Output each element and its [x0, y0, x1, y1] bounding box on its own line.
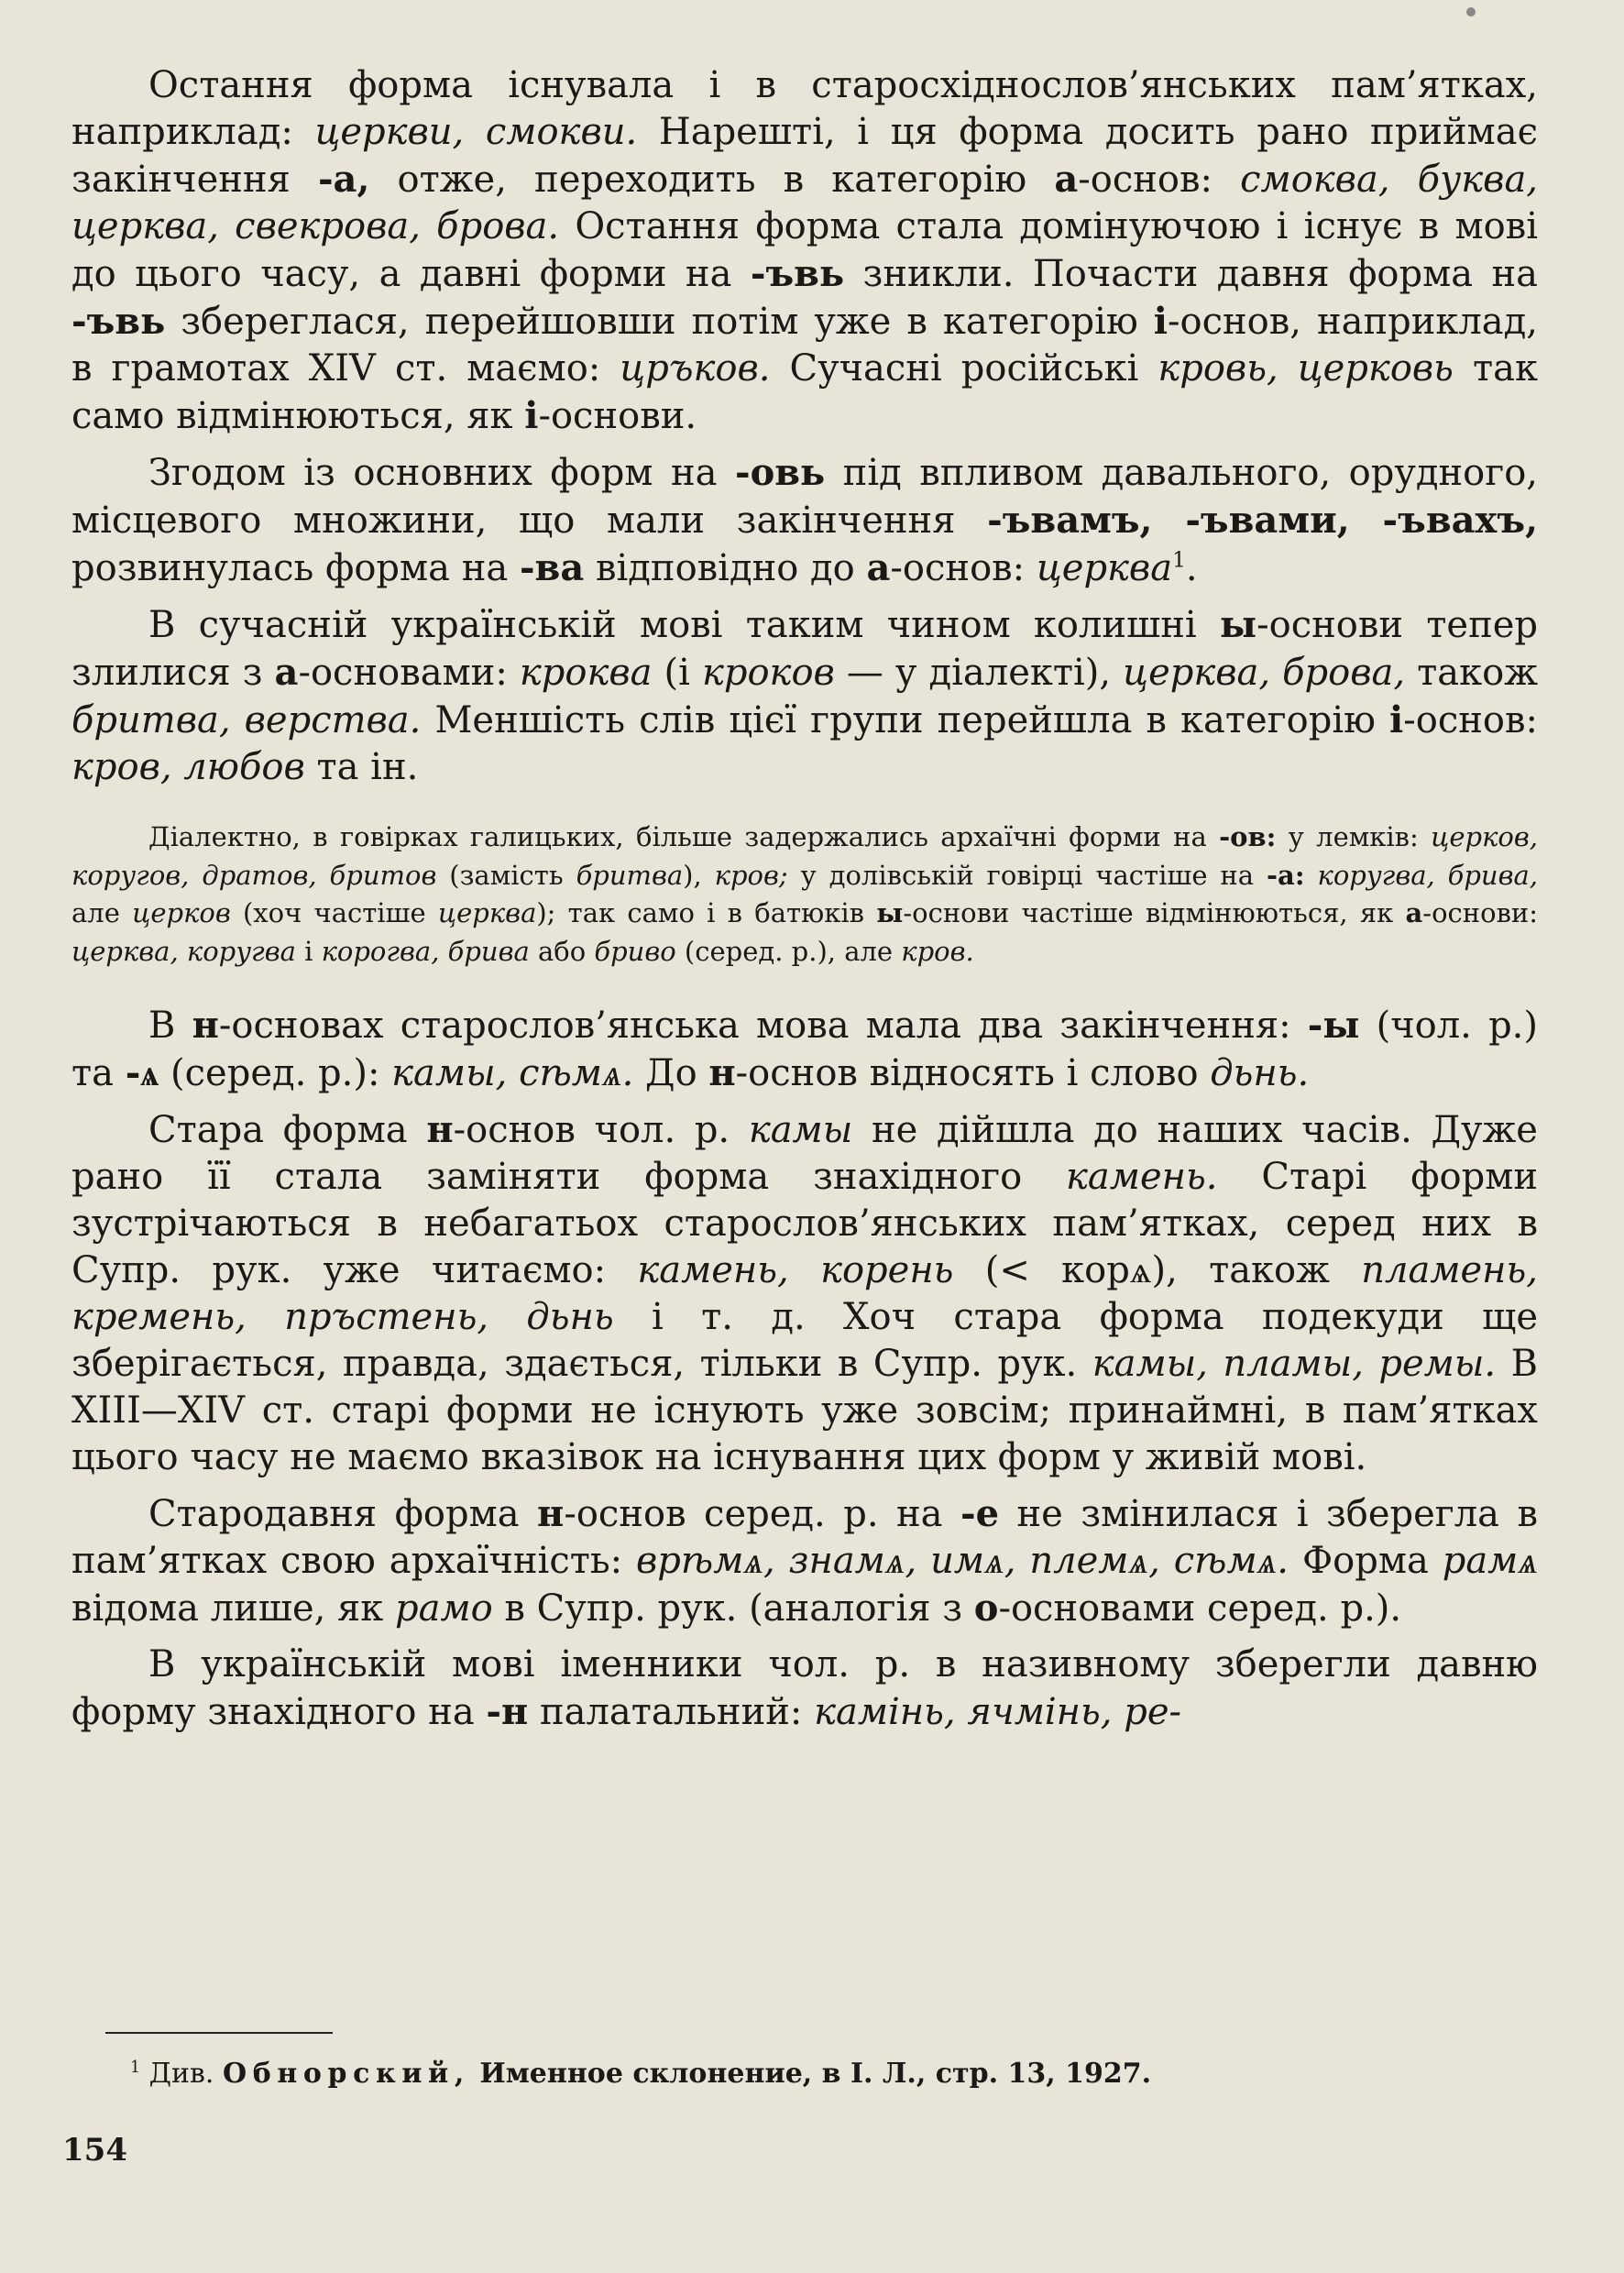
footnote-marker: 1	[130, 2059, 141, 2077]
text-run: В сучасній українській мові таким чином колишні	[148, 604, 1220, 646]
text-run: корогва, брива	[321, 935, 530, 967]
paragraph	[71, 1490, 1538, 1632]
text-run: в Супр. рук. (аналогія з	[492, 1587, 974, 1630]
dialect-note	[71, 818, 1538, 971]
text-run: смоква, буква, церква, свекрова, брова.	[71, 159, 1539, 247]
text-run: -ъвь	[71, 300, 166, 343]
text-run: -ъвь	[750, 252, 845, 295]
text-run: -основи.	[538, 395, 697, 437]
text-run: не дійшла до наших часів. Дуже рано її стала заміняти форма знахідного	[71, 1109, 1538, 1198]
text-run: отже, переходить в категорію	[369, 159, 1055, 201]
text-run: (і	[652, 652, 702, 694]
text-run: -основи частіше відмінюються, як	[903, 897, 1406, 928]
text-run: -основами:	[298, 652, 520, 694]
footnote-rest: Именное склонение, в І. Л., стр. 13, 1927.	[469, 2058, 1152, 2090]
text-run: камы, пламы, ремы.	[1092, 1343, 1497, 1385]
footnote	[130, 2055, 1151, 2093]
text-run: так само відмінюються, як	[71, 347, 1538, 437]
text-run: -основ:	[890, 547, 1037, 589]
text-run: у долівській говірці частіше на	[787, 859, 1267, 891]
text-run: Меншість слів цієї групи перейшла в категорію	[421, 699, 1390, 741]
text-run: камень.	[1066, 1156, 1218, 1198]
text-run: -основ:	[1403, 699, 1538, 741]
text-run: а	[1054, 158, 1079, 201]
text-run: н	[708, 1051, 736, 1094]
text-run: і	[1153, 300, 1168, 343]
text-run: зникли. Почасти давня форма на	[844, 253, 1538, 295]
text-run: кров.	[901, 935, 974, 967]
text-run: Форма	[1289, 1540, 1443, 1582]
note-paragraph	[71, 818, 1538, 971]
text-run: Нарешті, і ця форма досить рано приймає закінчення	[71, 111, 1538, 201]
text-run: рамѧ	[1442, 1540, 1539, 1582]
ink-speck	[1466, 7, 1476, 16]
text-run: н	[192, 1004, 219, 1047]
text-run: Стародавня форма	[148, 1493, 538, 1535]
footnote-rule	[105, 2032, 333, 2034]
text-run: о	[973, 1587, 999, 1630]
text-run: у лемків:	[1276, 821, 1432, 852]
text-run: а	[274, 651, 299, 694]
text-run: ),	[683, 859, 715, 891]
text-run: (серед. р.), але	[675, 935, 902, 967]
text-run: -основами серед. р.).	[998, 1587, 1402, 1630]
text-run: та ін.	[304, 746, 419, 788]
text-run: Діалектно, в говірках галицьких, більше задержались архаїчні форми на	[148, 821, 1220, 852]
text-run: (серед. р.):	[159, 1052, 392, 1094]
paragraph	[71, 1106, 1538, 1481]
text-run: церква	[1036, 547, 1173, 589]
body-text	[71, 62, 1538, 1745]
text-run: -а:	[1267, 859, 1305, 891]
text-run: коругва, брива,	[1317, 859, 1538, 891]
text-run: -основ серед. р. на	[564, 1493, 960, 1535]
paragraph	[71, 1002, 1538, 1097]
text-run: -ъвамъ, -ъвами, -ъвахъ,	[987, 499, 1538, 542]
text-run: Стара форма	[148, 1109, 427, 1151]
text-run: але	[71, 897, 133, 928]
text-run: бриво	[594, 935, 676, 967]
paragraph	[71, 1642, 1538, 1736]
paragraph	[71, 601, 1538, 791]
text-run: ы	[876, 897, 904, 928]
text-run: під впливом давального, орудного, місцевого множини, що мали закінчення	[71, 452, 1539, 542]
text-run: цръков.	[620, 347, 771, 390]
text-run: церква, коругва	[71, 935, 296, 967]
text-run: бритва	[576, 859, 684, 891]
text-run: і	[1389, 698, 1404, 741]
paragraph	[71, 449, 1538, 592]
text-run: н	[426, 1108, 454, 1151]
text-run: дьнь.	[1210, 1052, 1310, 1094]
text-run: Остання форма існувала і в старосхіднослов’янських пам’ятках, наприклад:	[71, 64, 1538, 153]
text-run: -овь	[734, 451, 826, 494]
text-run: кроков	[701, 652, 835, 694]
paragraph	[71, 62, 1538, 440]
text-run: рамо	[395, 1587, 493, 1630]
text-run: -основах старослов’янська мова мала два закінчення:	[218, 1005, 1308, 1047]
text-run: церков, коругов, дратов, бритов	[71, 821, 1538, 891]
text-run: пламень, кремень, пръстень, дьнь	[71, 1249, 1539, 1338]
text-run: камень, корень	[637, 1249, 954, 1291]
footnote-ref: 1	[1172, 547, 1186, 573]
text-run: Сучасні російські	[770, 347, 1158, 390]
text-run: -основ:	[1078, 159, 1241, 201]
page-number: 154	[62, 2132, 127, 2169]
text-run: кровь, церковь	[1158, 347, 1454, 390]
text-run: кроква	[519, 652, 653, 694]
text-run: (замість	[436, 859, 576, 891]
text-run: кров;	[714, 859, 788, 891]
text-run: і	[295, 935, 322, 967]
text-run: також	[1405, 652, 1539, 694]
text-run: не змінилася і зберегла в пам’ятках свою архаїчність:	[71, 1493, 1538, 1582]
text-run: Згодом із основних форм на	[148, 452, 735, 494]
text-run: камы	[748, 1109, 853, 1151]
text-run: — у діалекті),	[834, 652, 1124, 694]
text-run: -ва	[519, 546, 585, 589]
text-run: В українській мові іменники чол. р. в називному зберегли давню форму знахідного на	[71, 1643, 1538, 1733]
text-run: ); так само і в батюків	[536, 897, 877, 928]
text-run: збереглася, перейшовши потім уже в категорію	[165, 301, 1154, 343]
text-run: -основ відносять і слово	[735, 1052, 1211, 1094]
text-run: н	[537, 1492, 565, 1535]
text-run: відома лише, як	[71, 1587, 396, 1630]
text-run: В XIII—XIV ст. старі форми не існують уже зовсім; принаймні, в пам’ятках цього часу не маємо вказівок на існування цих форм у живій мові.	[71, 1343, 1539, 1478]
text-run: палатальний:	[528, 1691, 815, 1733]
text-run: бритва, верства.	[71, 699, 422, 741]
text-run: відповідно до	[584, 547, 867, 589]
text-run: -н	[486, 1690, 529, 1733]
text-run: -основ, наприклад, в грамотах XIV ст. маємо:	[71, 301, 1538, 390]
text-run: кров, любов	[71, 746, 305, 788]
text-run: розвинулась форма на	[71, 547, 520, 589]
text-run: Старі форми зустрічаються в небагатьох старослов’янських пам’ятках, серед них в Супр. рук. уже читаємо:	[71, 1156, 1538, 1291]
text-run: .	[1185, 547, 1198, 589]
text-run	[1305, 860, 1318, 891]
text-run: -ы	[1307, 1004, 1360, 1047]
footnote-author: Обнорский,	[222, 2058, 470, 2090]
text-run: -а,	[317, 158, 370, 201]
text-run: (< корѧ), також	[953, 1249, 1362, 1291]
text-run: церкви, смокви.	[314, 111, 638, 153]
text-run: -основ чол. р.	[453, 1109, 749, 1151]
text-run: або	[529, 935, 595, 967]
text-run: (чол. р.) та	[71, 1005, 1538, 1094]
footnote-text: Див. Обнорский, Именное склонение, в І. Л., стр. 13, 1927.	[148, 2058, 1152, 2090]
text-run: -ѧ	[125, 1051, 159, 1094]
text-run: -е	[960, 1492, 1000, 1535]
text-run: (хоч частіше	[230, 897, 438, 928]
text-run: і т. д. Хоч стара форма подекуди ще зберігається, правда, здається, тільки в Супр. рук.	[71, 1296, 1538, 1385]
text-run: -основи:	[1422, 897, 1538, 928]
text-run: В	[148, 1005, 192, 1047]
text-run: ы	[1219, 603, 1257, 646]
text-run: врѣмѧ, знамѧ, имѧ, племѧ, сѣмѧ.	[636, 1540, 1289, 1582]
text-run: До	[633, 1052, 709, 1094]
text-run: а	[1405, 897, 1423, 928]
text-run: -основи тепер злилися з	[71, 604, 1539, 694]
text-run: Остання форма стала домінуючою і існує в мові до цього часу, а давні форми на	[71, 205, 1538, 295]
text-run: камінь, ячмінь, ре-	[814, 1691, 1182, 1733]
text-run: а	[866, 546, 891, 589]
text-run: -ов:	[1219, 821, 1277, 852]
text-run: церков	[132, 897, 231, 928]
text-run: церква, брова,	[1123, 652, 1406, 694]
text-run: церква	[437, 897, 537, 928]
text-run: і	[524, 394, 539, 437]
text-run: камы, сѣмѧ.	[391, 1052, 634, 1094]
